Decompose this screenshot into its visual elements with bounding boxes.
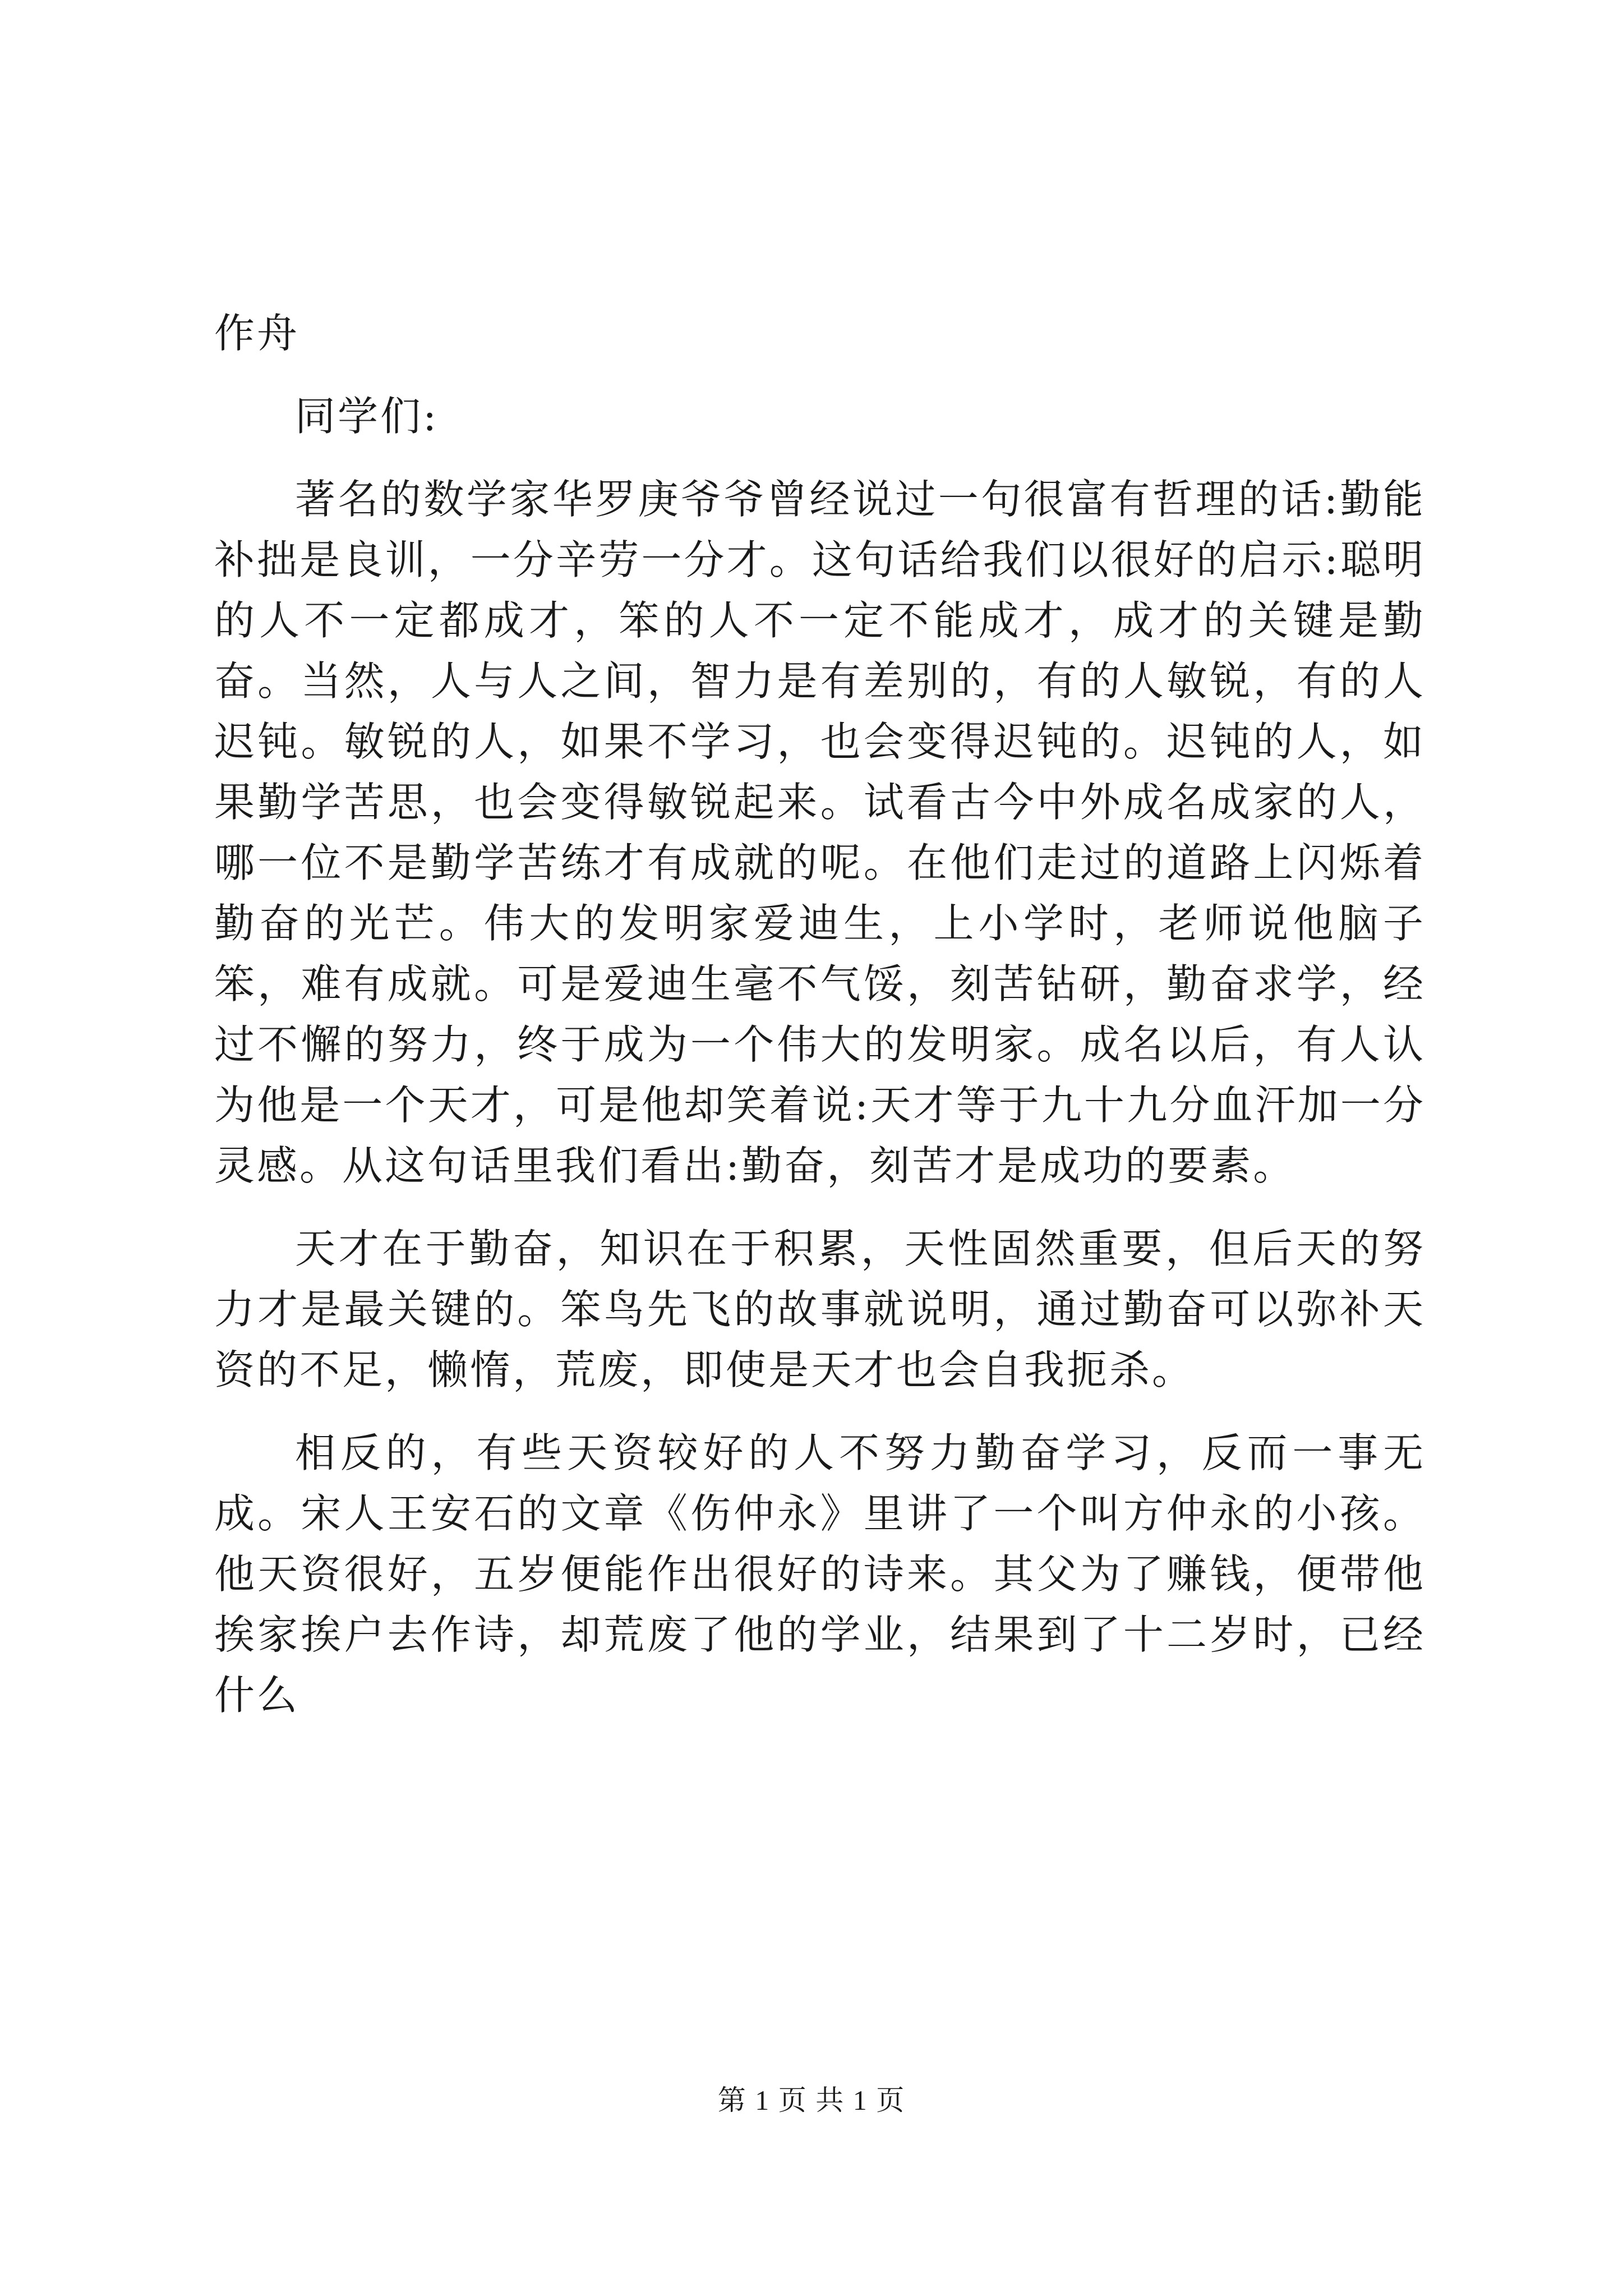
paragraph-2: 天才在于勤奋，知识在于积累，天性固然重要，但后天的努力才是最关键的。笨鸟先飞的故事就说明，通过勤奋可以弥补天资的不足，懒惰，荒废，即使是天才也会自我扼杀。 xyxy=(214,1225,1426,1393)
page-number-footer: 第 1 页 共 1 页 xyxy=(717,2085,906,2116)
paragraph-1: 著名的数学家华罗庚爷爷曾经说过一句很富有哲理的话:勤能补拙是良训，一分辛劳一分才。这句话给我们以很好的启示:聪明的人不一定都成才，笨的人不一定不能成才，成才的关键是勤奋。当然，人与人之间，智力是有差别的，有的人敏锐，有的人迟钝。敏锐的人，如果不学习，也会变得迟钝的。迟钝的人，如果勤学苦思，也会变得敏锐起来。试看古今中外成名成家的人，哪一位不是勤学苦练才有成就的呢。在他们走过的道路上闪烁着勤奋的光芒。伟大的发明家爱迪生，上小学时，老师说他脑子笨，难有成就。可是爱迪生毫不气馁，刻苦钻研，勤奋求学，经过不懈的努力，终于成为一个伟大的发明家。成名以后，有人认为他是一个天才，可是他却笑着说:天才等于九十九分血汗加一分灵感。从这句话里我们看出:勤奋，刻苦才是成功的要素。 xyxy=(214,476,1426,1189)
document-body xyxy=(214,303,1426,1748)
document-title: 作舟 xyxy=(214,310,300,357)
salutation: 同学们: xyxy=(295,393,439,440)
paragraph-3: 相反的，有些天资较好的人不努力勤奋学习，反而一事无成。宋人王安石的文章《伤仲永》里讲了一个叫方仲永的小孩。他天资很好，五岁便能作出很好的诗来。其父为了赚钱，便带他挨家挨户去作诗，却荒废了他的学业，结果到了十二岁时，已经什么 xyxy=(214,1429,1426,1719)
